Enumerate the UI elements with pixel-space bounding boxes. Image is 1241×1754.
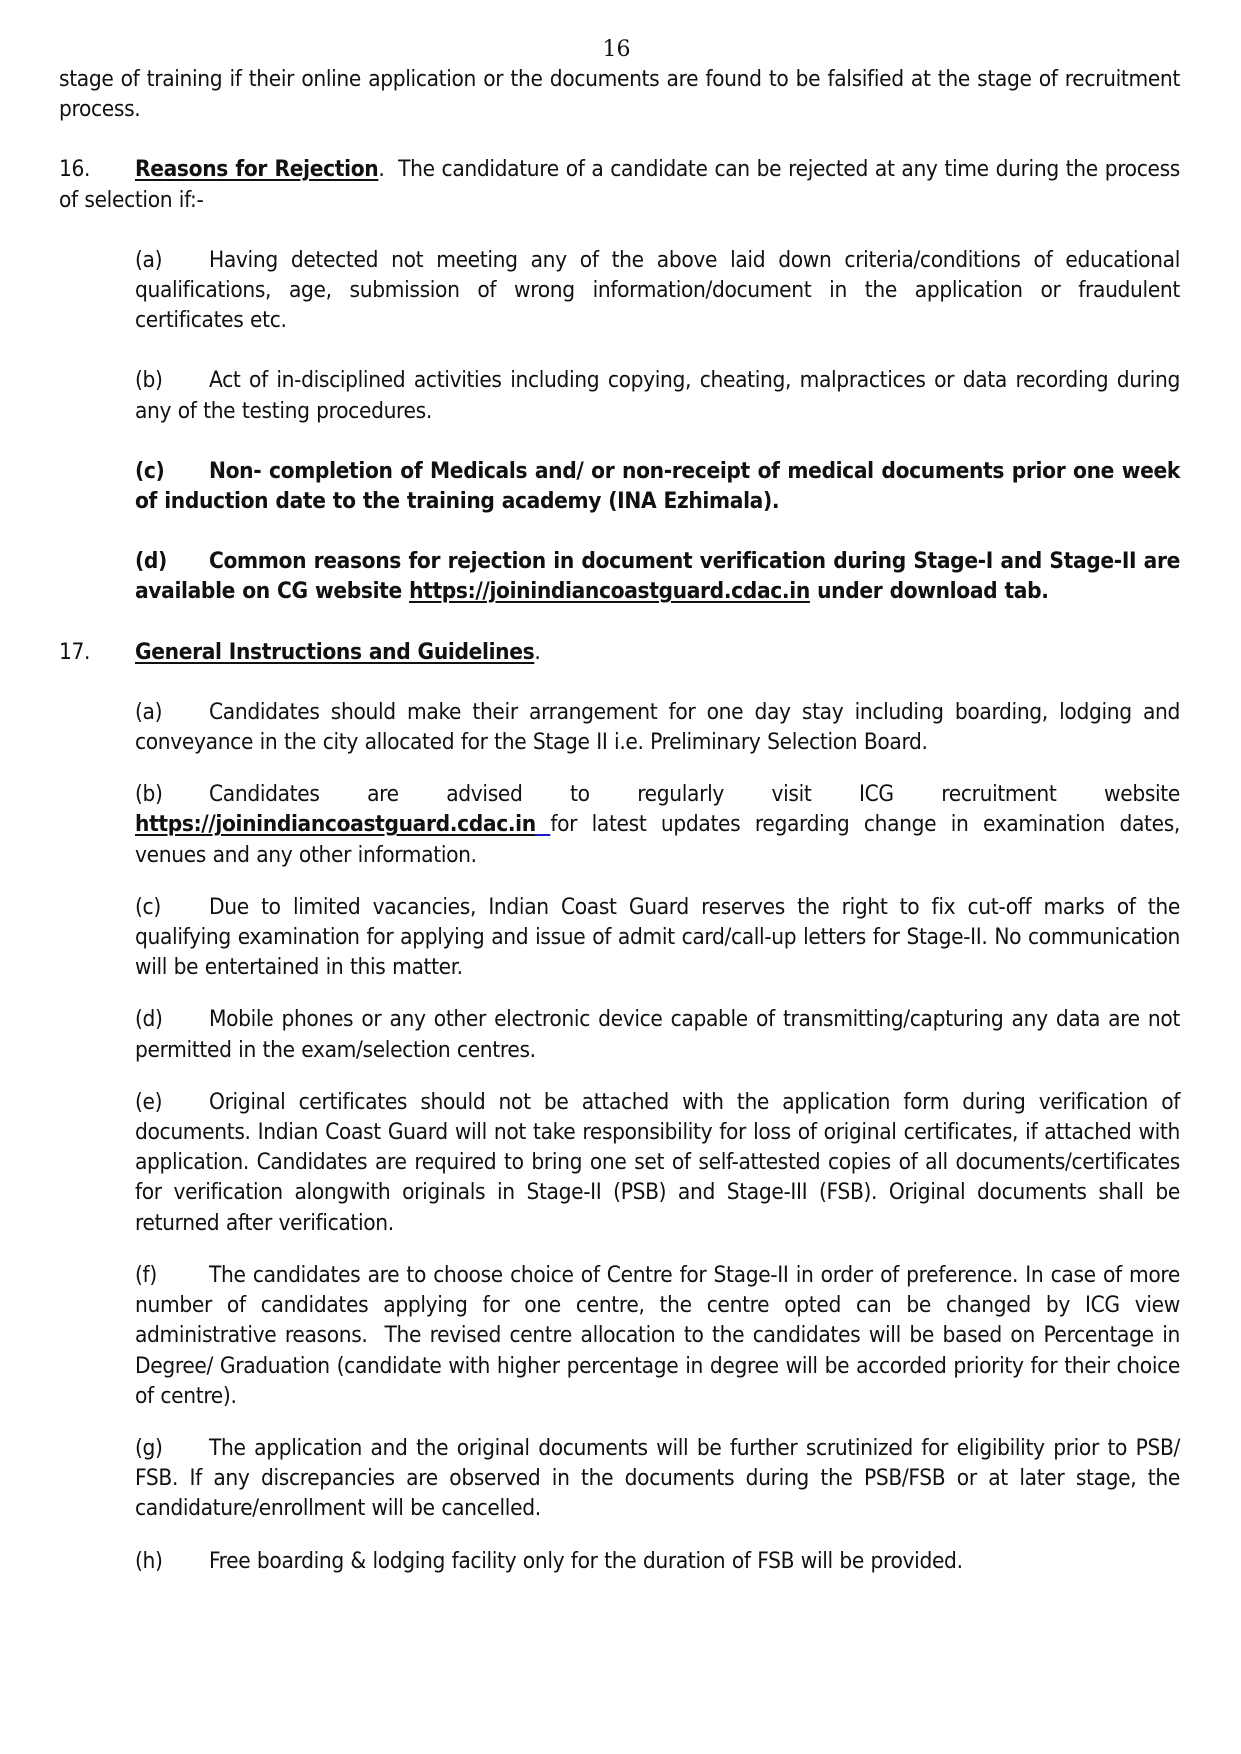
item-label: (e) bbox=[135, 1088, 163, 1115]
item-text: Mobile phones or any other electronic device capable of transmitting/capturing any data are not permitted in the exam/selection centres. bbox=[135, 1006, 1180, 1063]
item-label: (a) bbox=[135, 698, 163, 725]
section-17 bbox=[59, 637, 1180, 667]
item-label: (c) bbox=[135, 893, 161, 920]
section-16-heading: Reasons for Rejection bbox=[135, 156, 379, 183]
section-17-item-c bbox=[135, 892, 1180, 983]
item-label: (d) bbox=[135, 548, 167, 575]
item-label: (b) bbox=[135, 367, 163, 394]
cg-website-link[interactable]: https://joinindiancoastguard.cdac.in bbox=[409, 578, 810, 605]
item-text-after-link: under download tab. bbox=[809, 578, 1049, 605]
section-16-item-b bbox=[135, 365, 1180, 425]
section-17-item-h bbox=[135, 1546, 1180, 1576]
item-text-after-link: for latest updates regarding change in examination dates, venues and any other information. bbox=[135, 811, 1180, 868]
section-16 bbox=[59, 154, 1187, 214]
section-17-item-a bbox=[135, 697, 1180, 757]
section-17-item-f bbox=[135, 1260, 1187, 1411]
section-17-item-d bbox=[135, 1004, 1180, 1064]
item-text: Original certificates should not be attached with the application form during verification of documents. Indian Coast Guard will not take responsibility for loss of original certificates, if attached with application. Candidates are required to bring one set of self-attested copies of all documents/certificates for verification alongwith originals in Stage-II (PSB) and Stage-III (FSB). Original documents shall be returned after verification. bbox=[135, 1088, 1180, 1236]
item-label: (h) bbox=[135, 1547, 163, 1574]
item-text: The candidates are to choose choice of Centre for Stage-II in order of preference. In case of more number of candidates applying for one centre, the centre opted can be changed by ICG view administrative reasons. The revised centre allocation to the candidates will be based on Percentage in Degree/ Graduation (candidate with higher percentage in degree will be accorded priority for their choice of centre). bbox=[135, 1261, 1187, 1409]
section-16-heading-suffix: . bbox=[378, 156, 385, 183]
section-17-heading: General Instructions and Guidelines bbox=[135, 638, 535, 665]
page-content bbox=[59, 64, 1187, 1576]
item-text: Due to limited vacancies, Indian Coast Guard reserves the right to fix cut-off marks of the qualifying examination for applying and issue of admit card/call-up letters for Stage-II. No communication will be entertained in this matter. bbox=[135, 893, 1180, 981]
item-label: (d) bbox=[135, 1006, 163, 1033]
item-label: (f) bbox=[135, 1261, 157, 1288]
item-text: Candidates should make their arrangement for one day stay including boarding, lodging and conveyance in the city allocated for the Stage II i.e. Preliminary Selection Board. bbox=[135, 698, 1180, 756]
item-label: (a) bbox=[135, 246, 163, 273]
icg-recruitment-website-link[interactable]: https://joinindiancoastguard.cdac.in bbox=[135, 811, 536, 838]
item-text-before-link: Common reasons for rejection in document verification during Stage-I and Stage-II are available on CG website bbox=[135, 548, 1180, 605]
section-16-item-a bbox=[135, 245, 1180, 336]
item-text-before-link: Candidates are advised to regularly visit ICG recruitment website bbox=[209, 781, 1180, 808]
section-16-item-c bbox=[135, 456, 1180, 516]
item-text: Free boarding & lodging facility only for the duration of FSB will be provided. bbox=[209, 1547, 963, 1574]
section-17-number: 17. bbox=[59, 638, 91, 665]
section-17-item-b bbox=[135, 779, 1180, 870]
item-label: (g) bbox=[135, 1434, 163, 1461]
item-label: (b) bbox=[135, 781, 163, 808]
item-text: Act of in-disciplined activities including copying, cheating, malpractices or data recording during any of the testing procedures. bbox=[135, 367, 1180, 424]
section-17-heading-suffix: . bbox=[534, 638, 541, 665]
page-number: 16 bbox=[602, 37, 631, 62]
section-16-item-d bbox=[135, 546, 1180, 606]
item-label: (c) bbox=[135, 457, 165, 484]
item-text: Having detected not meeting any of the above laid down criteria/conditions of educational qualifications, age, submission of wrong information/document in the application or fraudulent certificates etc. bbox=[135, 246, 1180, 334]
continuation-paragraph: stage of training if their online application or the documents are found to be falsified at the stage of recruitment process. bbox=[59, 66, 1180, 123]
item-text: The application and the original documents will be further scrutinized for eligibility prior to PSB/ FSB. If any discrepancies are observed in the documents during the PSB/FSB or at later stage, the candidature/enrollment will be cancelled. bbox=[135, 1434, 1180, 1522]
link-trailing-space bbox=[536, 811, 551, 837]
section-16-number: 16. bbox=[59, 156, 91, 183]
section-17-item-g bbox=[135, 1433, 1180, 1524]
section-17-item-e bbox=[135, 1087, 1180, 1238]
section-16-intro: The candidature of a candidate can be rejected at any time during the process of selection if:- bbox=[59, 156, 1187, 213]
item-text: Non- completion of Medicals and/ or non-receipt of medical documents prior one week of induction date to the training academy (INA Ezhimala). bbox=[135, 457, 1180, 515]
